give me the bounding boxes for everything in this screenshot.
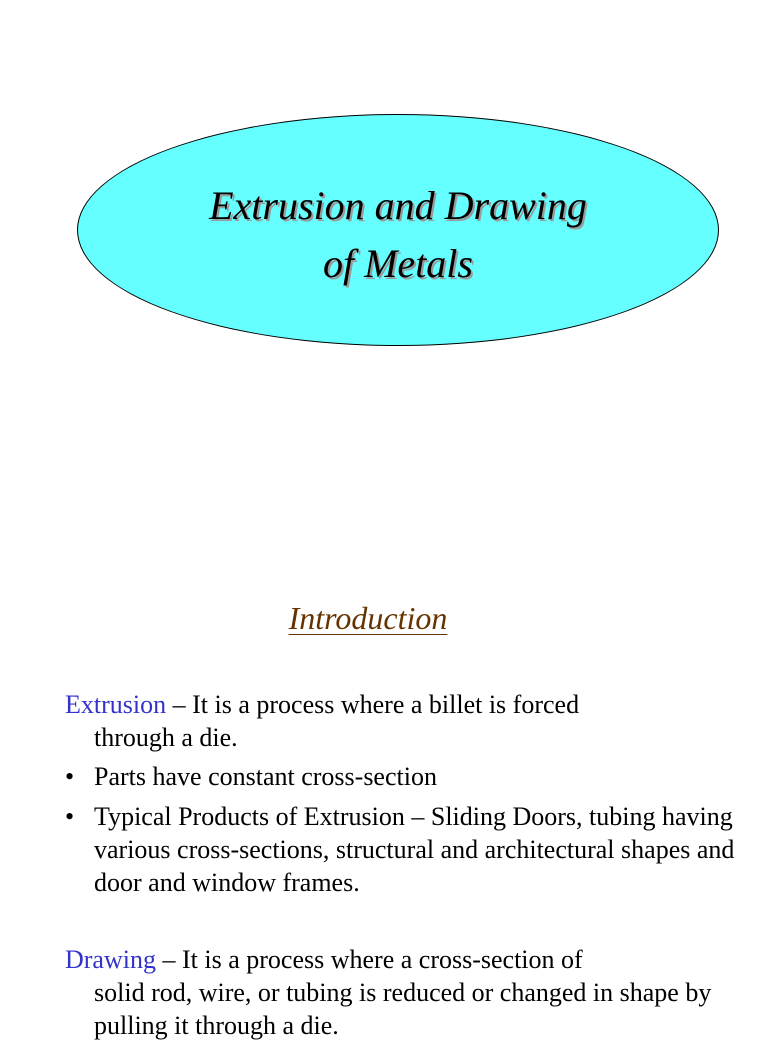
drawing-definition-first: – It is a process where a cross-section of xyxy=(155,945,583,974)
title-line-1: Extrusion and Drawing xyxy=(209,183,587,228)
bullet-text: Typical Products of Extrusion – Sliding Doors, tubing having various cross-sections, structural and architectural shapes and door and window frames. xyxy=(94,802,735,897)
drawing-term: Drawing xyxy=(65,945,156,974)
drawing-definition-rest: solid rod, wire, or tubing is reduced or changed in shape by pulling it through a die. xyxy=(94,978,712,1040)
title-ellipse xyxy=(77,114,719,346)
extrusion-definition-first: – It is a process where a billet is forced xyxy=(166,690,580,719)
extrusion-term: Extrusion xyxy=(65,690,167,719)
introduction-heading: Introduction xyxy=(288,600,448,636)
title-slide xyxy=(0,0,768,520)
bullet-icon: • xyxy=(65,762,75,791)
extrusion-definition-rest: through a die. xyxy=(94,723,238,752)
introduction-slide xyxy=(0,580,768,1040)
bullet-icon: • xyxy=(65,802,75,831)
bullet-text: Parts have constant cross-section xyxy=(94,762,437,791)
bullet-item xyxy=(65,800,745,899)
extrusion-definition xyxy=(65,688,745,754)
bullet-item xyxy=(65,760,745,793)
drawing-definition xyxy=(65,943,745,1042)
title-line-2: of Metals xyxy=(323,241,473,286)
